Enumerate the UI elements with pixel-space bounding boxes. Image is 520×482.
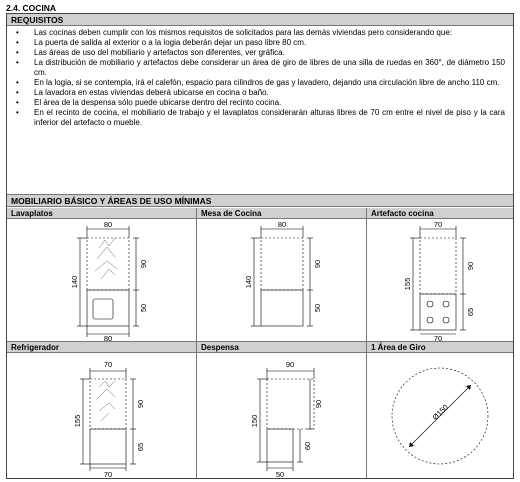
dim-bottom: 50 — [275, 470, 285, 478]
section-title: 2.4. COCINA — [6, 3, 57, 13]
dim-total: 150 — [250, 414, 259, 428]
requirement-item: • La lavadora en estas viviendas deberá ubicarse en cocina o baño. — [7, 88, 513, 98]
dim-lower: 50 — [139, 303, 148, 313]
dim-upper: 90 — [313, 259, 322, 269]
despensa-diagram — [197, 353, 367, 478]
dim-bottom: 70 — [433, 334, 443, 342]
requirement-item: • La distribución de mobiliario y artefactos debe considerar un área de giro de libres de una silla de ruedas en 360°, de diámetro 150 cm. — [7, 58, 513, 78]
dim-bottom: 80 — [103, 334, 113, 342]
mobiliario-header: MOBILIARIO BÁSICO Y ÁREAS DE USO MÍNIMAS — [7, 194, 513, 207]
cell-label: Mesa de Cocina — [197, 208, 366, 219]
dim-top: 70 — [433, 220, 443, 229]
requirement-item: • En el recinto de cocina, el mobiliario de trabajo y el lavaplatos considerarán alturas libres de 70 cm entre el nivel de piso y la cara inferior del artefacto o mueble. — [7, 108, 513, 128]
dim-lower: 65 — [466, 307, 475, 317]
kitchen-requirements-frame — [6, 13, 514, 479]
refrigerador-diagram — [7, 353, 197, 478]
cell-label: Artefacto cocina — [367, 208, 513, 219]
dim-lower: 60 — [303, 441, 312, 451]
dim-top: 80 — [103, 220, 113, 229]
cell-label: Refrigerador — [7, 342, 196, 353]
dim-total: 140 — [244, 275, 253, 289]
area-giro-diagram — [367, 353, 513, 478]
dim-bottom: 70 — [103, 470, 113, 478]
cell-label: Lavaplatos — [7, 208, 196, 219]
dim-total: 140 — [70, 275, 79, 289]
requirement-item: • Las áreas de uso del mobiliario y artefactos son diferentes, ver gráfica. — [7, 48, 513, 58]
cell-despensa — [197, 342, 367, 478]
cell-lavaplatos — [7, 208, 197, 342]
dim-upper: 90 — [314, 399, 323, 409]
dim-total: 155 — [73, 414, 82, 428]
cell-label: 1 Área de Giro — [367, 342, 513, 353]
requirement-item: • La puerta de salida al exterior o a la logia deberán dejar un paso libre 80 cm. — [7, 38, 513, 48]
requisitos-header: REQUISITOS — [7, 14, 513, 26]
dim-top: 70 — [103, 360, 113, 369]
requirement-item: • En la logia, si se contempla, irá el calefón, espacio para cilindros de gas y lavadero, dejando una circulación libre de ancho 110 cm. — [7, 78, 513, 88]
cell-mesa-cocina — [197, 208, 367, 342]
artefacto-cocina-diagram — [367, 219, 513, 342]
mesa-cocina-diagram — [197, 219, 367, 342]
dim-upper: 90 — [136, 399, 145, 409]
dim-top: 90 — [285, 360, 295, 369]
dim-lower: 50 — [313, 303, 322, 313]
cell-refrigerador — [7, 342, 197, 478]
requirements-list — [7, 28, 513, 128]
dim-upper: 90 — [466, 261, 475, 271]
requirement-item: • Las cocinas deben cumplir con los mismos requisitos de solicitados para las demás viviendas pero considerando que: — [7, 28, 513, 38]
cell-label: Despensa — [197, 342, 366, 353]
furniture-grid — [7, 208, 513, 478]
lavaplatos-diagram — [7, 219, 197, 342]
dim-total: 155 — [403, 277, 412, 291]
dim-upper: 90 — [139, 259, 148, 269]
requirement-item: • El área de la despensa sólo puede ubicarse dentro del recinto cocina. — [7, 98, 513, 108]
dim-top: 80 — [277, 220, 287, 229]
cell-area-giro — [367, 342, 513, 478]
dim-lower: 65 — [136, 442, 145, 452]
dim-diameter: Ø150 — [430, 402, 450, 422]
cell-artefacto-cocina — [367, 208, 513, 342]
